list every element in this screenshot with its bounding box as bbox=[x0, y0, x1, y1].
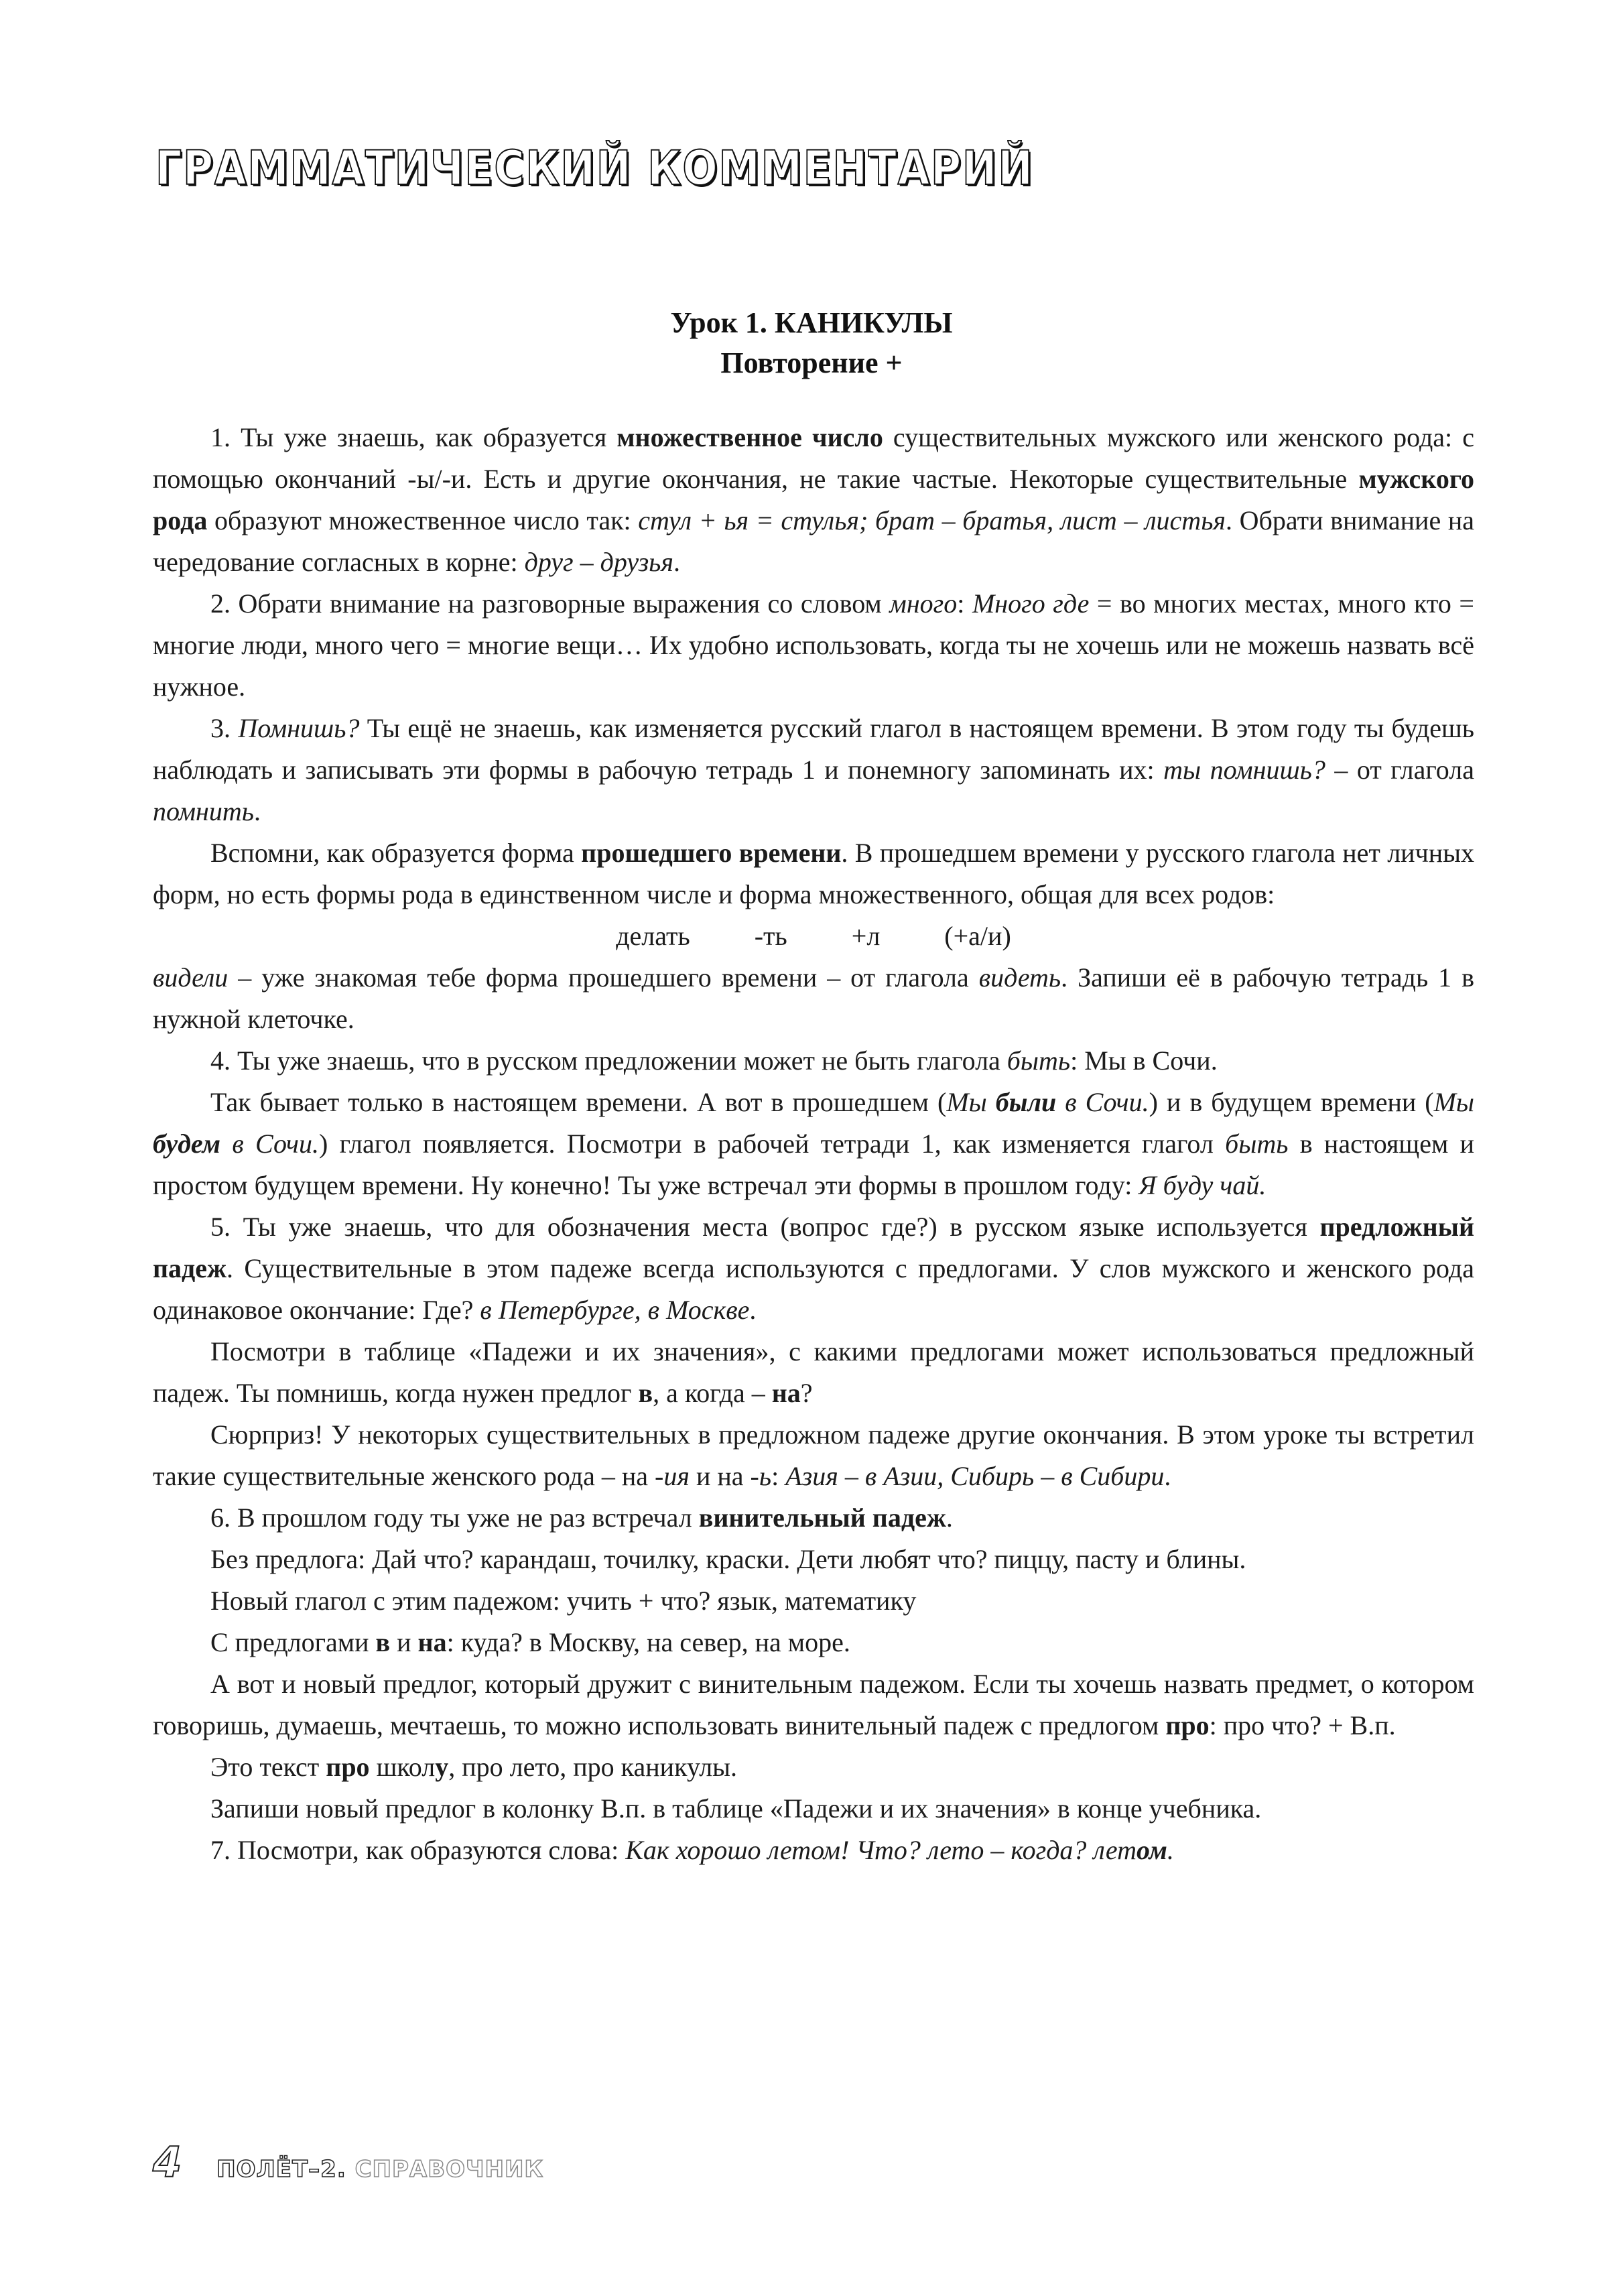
paragraph-3: 3. Помнишь? Ты ещё не знаешь, как изменяется русский глагол в настоящем времени. В этом году ты будешь наблюдать и записывать эти формы в рабочую тетрадь 1 и понемногу запоминать их: ты помнишь? – от глагола помнить. bbox=[153, 713, 1475, 826]
page-number: 4 bbox=[153, 2138, 182, 2187]
past-tense-formula: делать -ть +л (+а/и) bbox=[616, 921, 1011, 951]
lesson-subtitle: Повторение + bbox=[720, 346, 903, 379]
paragraph-4: 4. Ты уже знаешь, что в русском предложении может не быть глагола быть: Мы в Сочи. bbox=[210, 1045, 1218, 1076]
lesson-title: Урок 1. КАНИКУЛЫ bbox=[670, 306, 953, 339]
paragraph-pro: А вот и новый предлог, который дружит с винительным падежом. Если ты хочешь назвать предмет, о котором говоришь, думаешь, мечтаешь, то можно использовать винительный падеж с предлогом про: про что? + В.п. bbox=[153, 1669, 1474, 1740]
lesson-heading bbox=[0, 303, 1623, 383]
grammar-commentary-body bbox=[153, 417, 1474, 1871]
paragraph-2: 2. Обрати внимание на разговорные выражения со словом много: Много где = во многих местах, много кто = многие люди, много чего = многие вещи… Их удобно использовать, когда ты не хочешь или не можешь назвать всё нужное. bbox=[153, 588, 1474, 702]
paragraph-without-preposition: Без предлога: Дай что? карандаш, точилку, краски. Дети любят что? пиццу, пасту и блины. bbox=[210, 1544, 1246, 1574]
paragraph-byt: Так бывает только в настоящем времени. А вот в прошедшем (Мы были в Сочи.) и в будущем времени (Мы будем в Сочи.) глагол появляется. Посмотри в рабочей тетради 1, как изменяется глагол быть в настоящем и простом будущем времени. Ну конечно! Ты уже встречал эти формы в прошлом году: Я буду чай. bbox=[153, 1087, 1475, 1200]
paragraph-pro-example: Это текст про школу, про лето, про каникулы. bbox=[210, 1752, 738, 1782]
paragraph-5: 5. Ты уже знаешь, что для обозначения места (вопрос где?) в русском языке используется предложный падеж. Существительные в этом падеже всегда используются с предлогами. У слов мужского и женского рода одинаковое окончание: Где? в Петербурге, в Москве. bbox=[153, 1212, 1474, 1325]
book-part: СПРАВОЧНИК bbox=[354, 2156, 544, 2183]
paragraph-past-tense: Вспомни, как образуется форма прошедшего времени. В прошедшем времени у русского глагола нет личных форм, но есть формы рода в единственном числе и форма множественного, общая для всех родов: bbox=[153, 838, 1474, 909]
page-footer bbox=[153, 2138, 544, 2187]
paragraph-surprise: Сюрприз! У некоторых существительных в предложном падеже другие окончания. В этом уроке ты встретил такие существительные женского рода – на -ия и на -ь: Азия – в Азии, Сибирь – в Сибири. bbox=[153, 1419, 1474, 1491]
paragraph-table-reference: Посмотри в таблице «Падежи и их значения», с какими предлогами может использоваться предложный падеж. Ты помнишь, когда нужен предлог в, а когда – на? bbox=[153, 1336, 1474, 1408]
paragraph-new-verb: Новый глагол с этим падежом: учить + что? язык, математику bbox=[210, 1586, 917, 1616]
book-series: ПОЛЁТ–2. bbox=[216, 2156, 346, 2183]
paragraph-videli: видели – уже знакомая тебе форма прошедшего времени – от глагола видеть. Запиши её в рабочую тетрадь 1 в нужной клеточке. bbox=[153, 962, 1474, 1034]
paragraph-1: 1. Ты уже знаешь, как образуется множественное число существительных мужского или женского рода: с помощью окончаний -ы/-и. Есть и другие окончания, не такие частые. Некоторые существительные мужского рода образуют множественное число так: стул + ья = стулья; брат – братья, лист – листья. Обрати внимание на чередование согласных в корне: друг – друзья. bbox=[153, 422, 1475, 577]
paragraph-write-preposition: Запиши новый предлог в колонку В.п. в таблице «Падежи и их значения» в конце учебника. bbox=[210, 1793, 1262, 1824]
paragraph-with-prepositions: С предлогами в и на: куда? в Москву, на север, на море. bbox=[210, 1627, 850, 1657]
book-title bbox=[216, 2158, 543, 2183]
page-title: ГРАММАТИЧЕСКИЙ КОММЕНТАРИЙ bbox=[155, 141, 1034, 196]
paragraph-7: 7. Посмотри, как образуются слова: Как хорошо летом! Что? лето – когда? летом. bbox=[210, 1835, 1174, 1865]
paragraph-6: 6. В прошлом году ты уже не раз встречал винительный падеж. bbox=[210, 1503, 953, 1533]
